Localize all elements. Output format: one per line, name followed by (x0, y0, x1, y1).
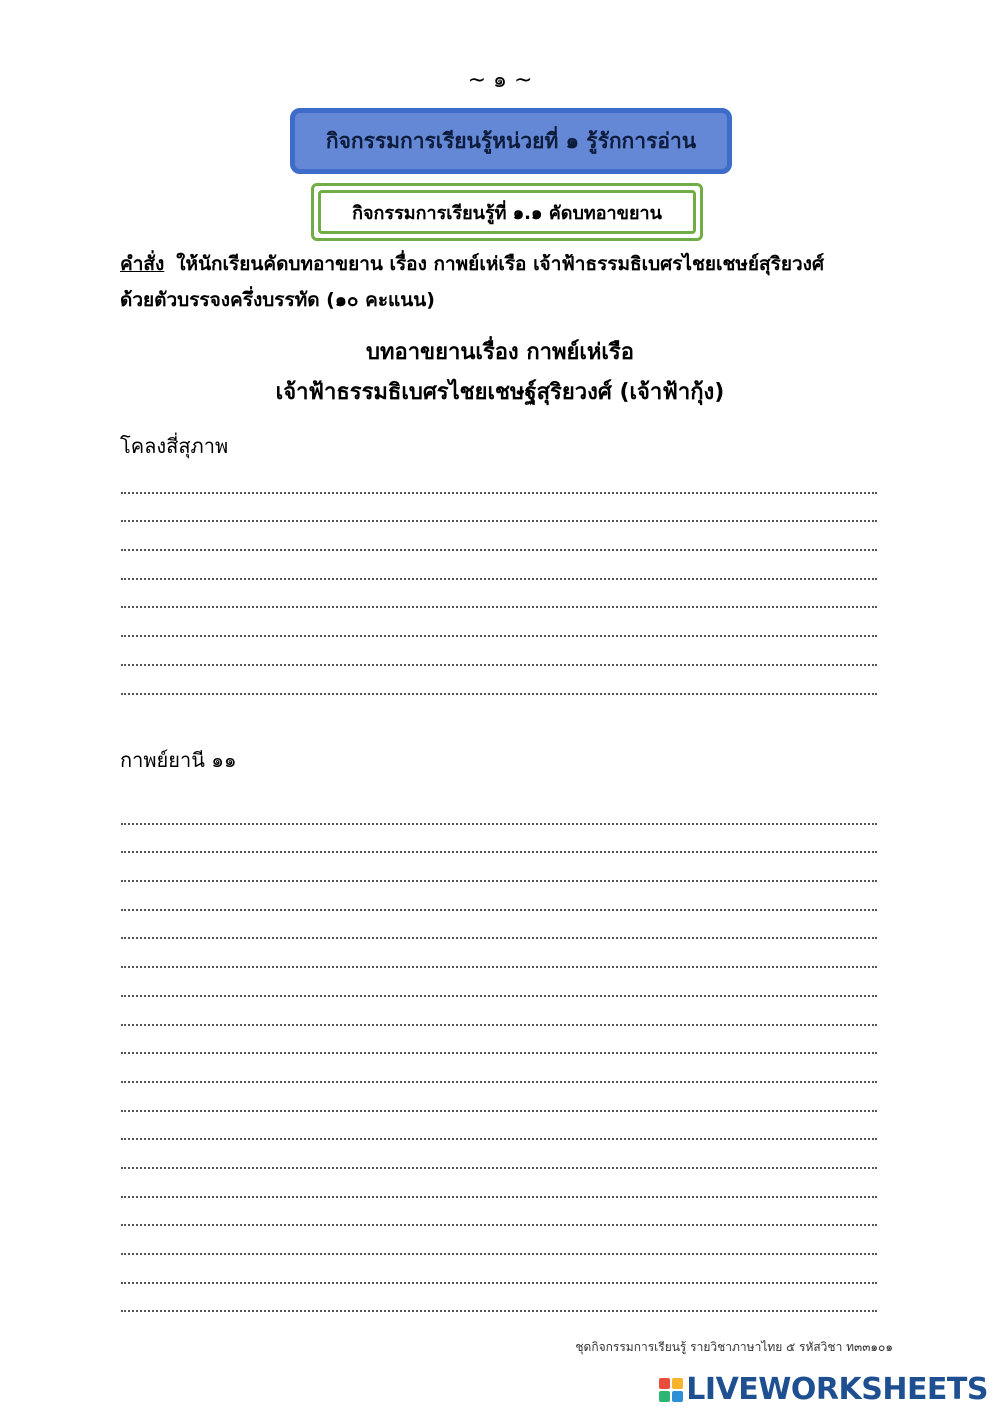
writing-line[interactable] (121, 968, 877, 997)
writing-line[interactable] (121, 1255, 877, 1284)
writing-line[interactable] (121, 522, 877, 551)
instruction (120, 246, 890, 318)
writing-line[interactable] (121, 939, 877, 968)
activity-title-box (311, 183, 703, 241)
liveworksheets-logo-icon (659, 1378, 683, 1402)
writing-line[interactable] (121, 608, 877, 637)
poem-title-line-2: เจ้าฟ้าธรรมธิเบศรไชยเชษฐ์สุริยวงศ์ (เจ้าฟ้ากุ้ง) (275, 380, 725, 405)
writing-line[interactable] (121, 825, 877, 854)
instruction-text-2: ด้วยตัวบรรจงครึ่งบรรทัด (๑๐ คะแนน) (120, 289, 435, 311)
activity-title: กิจกรรมการเรียนรู้ที่ ๑.๑ คัดบทอาขยาน (352, 202, 662, 224)
instruction-line-1 (120, 246, 890, 282)
section-heading-khlong: โคลงสี่สุภาพ (120, 434, 229, 458)
liveworksheets-brand[interactable] (659, 1372, 988, 1407)
writing-line[interactable] (121, 997, 877, 1026)
section-heading-kap-yani: กาพย์ยานี ๑๑ (120, 748, 237, 772)
poem-title-line-1: บทอาขยานเรื่อง กาพย์เห่เรือ (366, 340, 634, 365)
writing-line[interactable] (121, 494, 877, 523)
writing-line[interactable] (121, 551, 877, 580)
logo-square (659, 1391, 670, 1402)
writing-line[interactable] (121, 1054, 877, 1083)
writing-line[interactable] (121, 1140, 877, 1169)
logo-square (659, 1378, 670, 1389)
footer-note: ชุดกิจกรรมการเรียนรู้ รายวิชาภาษาไทย ๕ รหัสวิชา ท๓๓๑๐๑ (575, 1340, 893, 1354)
writing-line[interactable] (121, 1284, 877, 1313)
writing-line[interactable] (121, 853, 877, 882)
writing-line[interactable] (121, 911, 877, 940)
writing-line[interactable] (121, 580, 877, 609)
logo-square (672, 1378, 683, 1389)
writing-lines-kap-yani (121, 796, 877, 1312)
page-number: ~ ๑ ~ (467, 68, 533, 93)
writing-line[interactable] (121, 1198, 877, 1227)
writing-line[interactable] (121, 1112, 877, 1141)
instruction-label: คำสั่ง (120, 253, 165, 275)
instruction-text-1: ให้นักเรียนคัดบทอาขยาน เรื่อง กาพย์เห่เรือ เจ้าฟ้าธรรมธิเบศรไชยเชษย์สุริยวงศ์ (176, 253, 825, 275)
writing-line[interactable] (121, 637, 877, 666)
writing-line[interactable] (121, 1169, 877, 1198)
unit-banner (290, 108, 732, 174)
writing-lines-khlong (121, 465, 877, 695)
brand-text: LIVEWORKSHEETS (686, 1372, 988, 1407)
writing-line[interactable] (121, 1083, 877, 1112)
unit-banner-title: กิจกรรมการเรียนรู้หน่วยที่ ๑ รู้รักการอ่าน (325, 128, 697, 153)
writing-line[interactable] (121, 1026, 877, 1055)
activity-title-frame (318, 190, 696, 234)
logo-square (672, 1391, 683, 1402)
writing-line[interactable] (121, 882, 877, 911)
writing-line[interactable] (121, 465, 877, 494)
writing-line[interactable] (121, 666, 877, 695)
writing-line[interactable] (121, 1226, 877, 1255)
writing-line[interactable] (121, 796, 877, 825)
